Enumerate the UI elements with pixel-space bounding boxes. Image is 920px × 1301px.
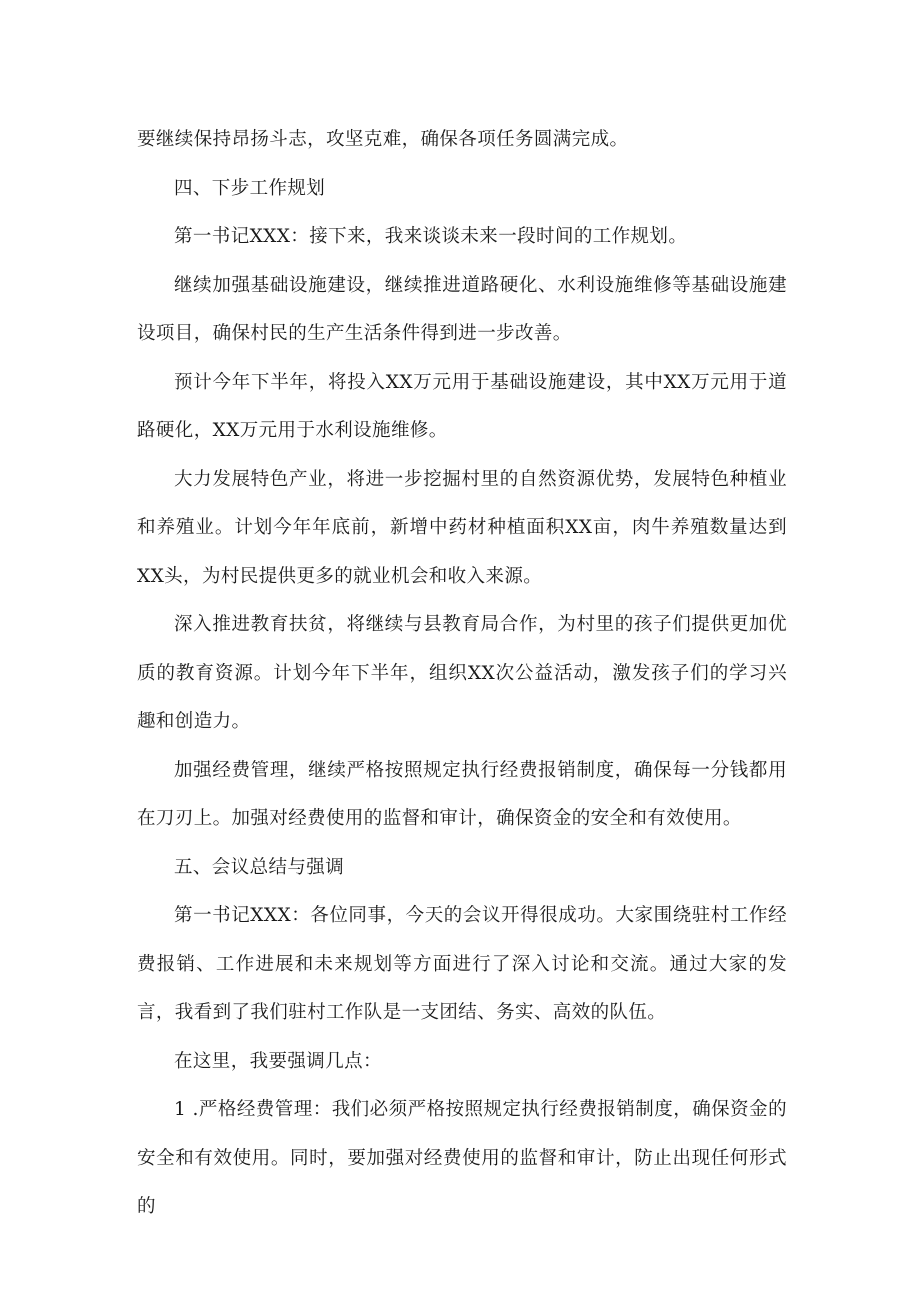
paragraph-infrastructure: 继续加强基础设施建设，继续推进道路硬化、水利设施维修等基础设施建设项目，确保村民的生产生活条件得到进一步改善。 — [137, 274, 787, 344]
document-body — [137, 116, 787, 1232]
paragraph-industry: 大力发展特色产业，将进一步挖掘村里的自然资源优势，发展特色种植业和养殖业。计划今年年底前，新增中药材种植面积XX亩，肉牛养殖数量达到XX头，为村民提供更多的就业机会和收入来源。 — [137, 468, 787, 587]
paragraph-investment: 预计今年下半年，将投入XX万元用于基础设施建设，其中XX万元用于道路硬化，XX万元用于水利设施维修。 — [137, 371, 787, 441]
paragraph-funds: 加强经费管理，继续严格按照规定执行经费报销制度，确保每一分钱都用在刀刃上。加强对经费使用的监督和审计，确保资金的安全和有效使用。 — [137, 759, 787, 829]
section-heading-next-steps: 四、下步工作规划 — [174, 177, 326, 199]
list-item-1: 1 .严格经费管理：我们必须严格按照规定执行经费报销制度，确保资金的安全和有效使用。同时，要加强对经费使用的监督和审计，防止出现任何形式的 — [137, 1099, 787, 1217]
section-heading-summary: 五、会议总结与强调 — [174, 856, 345, 878]
paragraph-continuation: 要继续保持昂扬斗志，攻坚克难，确保各项任务圆满完成。 — [137, 129, 629, 150]
paragraph-emphasis-intro: 在这里，我要强调几点： — [174, 1050, 382, 1072]
paragraph-speaker-intro: 第一书记XXX：接下来，我来谈谈未来一段时间的工作规划。 — [174, 226, 688, 247]
paragraph-summary: 第一书记XXX：各位同事，今天的会议开得很成功。大家围绕驻村工作经费报销、工作进展和未来规划等方面进行了深入讨论和交流。通过大家的发言，我看到了我们驻村工作队是一支团结、务实、高效的队伍。 — [137, 905, 787, 1023]
paragraph-education: 深入推进教育扶贫，将继续与县教育局合作，为村里的孩子们提供更加优质的教育资源。计划今年下半年，组织XX次公益活动，激发孩子们的学习兴趣和创造力。 — [137, 614, 787, 732]
